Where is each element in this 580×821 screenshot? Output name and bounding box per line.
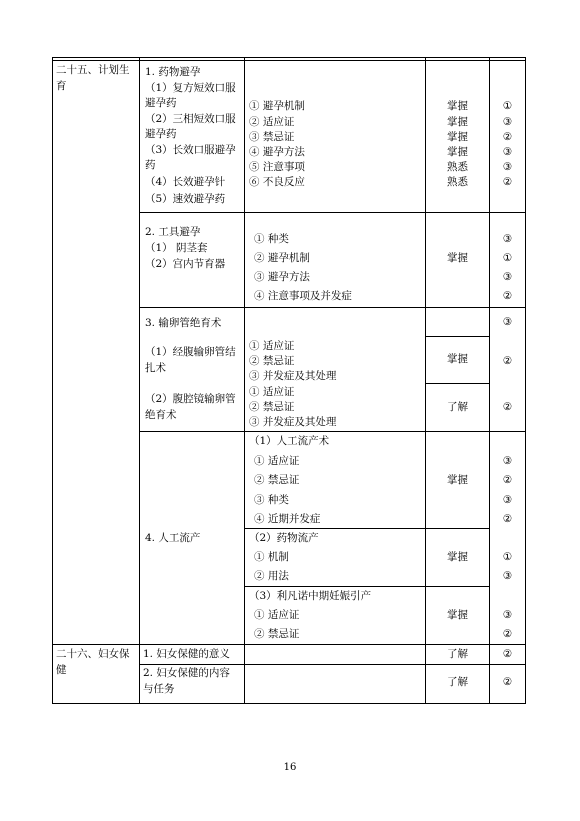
item-line: （1）人工流产术 — [249, 435, 330, 447]
row-divider — [139, 307, 526, 308]
content-line: （1） 阴茎套 — [145, 242, 208, 254]
mark-label: ② — [502, 401, 513, 413]
section-title: 二十六、妇女保 — [56, 648, 130, 660]
level-label: 掌握 — [447, 131, 468, 143]
row-divider — [425, 336, 489, 337]
mark-label: ② — [502, 676, 513, 688]
mark-label: ③ — [502, 494, 513, 506]
mark-label: ③ — [502, 161, 513, 173]
item-line: ④ 注意事项及并发症 — [254, 290, 352, 302]
item-line: ① 适应证 — [249, 386, 295, 398]
mark-label: ② — [502, 628, 513, 640]
mark-label: ① — [502, 100, 513, 112]
mark-label: ② — [502, 513, 513, 525]
table-right-border — [525, 57, 526, 704]
level-label: 掌握 — [447, 551, 468, 563]
item-line: ③ 禁忌证 — [249, 131, 295, 143]
content-line: 1. 药物避孕 — [145, 66, 201, 78]
section-title: 育 — [56, 80, 67, 92]
item-line: ⑤ 注意事项 — [249, 161, 305, 173]
mark-label: ③ — [502, 116, 513, 128]
level-label: 了解 — [447, 648, 468, 660]
row-divider — [139, 212, 526, 213]
row-divider — [425, 383, 489, 384]
item-line: ① 适应证 — [254, 455, 300, 467]
level-label: 熟悉 — [447, 161, 468, 173]
row-divider — [244, 586, 489, 587]
col-divider — [139, 57, 140, 704]
content-line: 4. 人工流产 — [145, 532, 201, 544]
level-label: 掌握 — [447, 116, 468, 128]
mark-label: ③ — [502, 455, 513, 467]
content-line: 与任务 — [143, 683, 175, 695]
mark-label: ③ — [502, 271, 513, 283]
mark-label: ① — [502, 252, 513, 264]
table-top-border — [52, 57, 526, 58]
table-top-border-inner — [52, 60, 526, 61]
content-line: 2. 妇女保健的内容 — [143, 667, 230, 679]
content-line: 避孕药 — [145, 128, 177, 140]
mark-label: ① — [502, 551, 513, 563]
level-label: 掌握 — [447, 100, 468, 112]
item-line: ① 适应证 — [249, 340, 295, 352]
mark-label: ② — [502, 355, 513, 367]
item-line: ② 禁忌证 — [254, 628, 300, 640]
item-line: ③ 避孕方法 — [254, 271, 310, 283]
content-line: 3. 输卵管绝育术 — [145, 317, 222, 329]
content-line: （1）复方短效口服 — [145, 82, 236, 94]
item-line: ② 禁忌证 — [249, 355, 295, 367]
row-divider — [139, 664, 526, 665]
item-line: ⑥ 不良反应 — [249, 176, 305, 188]
content-line: （5）速效避孕药 — [145, 193, 226, 205]
content-line: 绝育术 — [145, 409, 177, 421]
row-divider — [52, 644, 526, 645]
table-bottom-border — [52, 703, 526, 704]
content-line: （2）腹腔镜输卵管 — [145, 393, 236, 405]
content-line: 2. 工具避孕 — [145, 226, 201, 238]
level-label: 熟悉 — [447, 176, 468, 188]
table-left-border — [52, 57, 53, 704]
item-line: ③ 并发症及其处理 — [249, 370, 337, 382]
mark-label: ③ — [502, 233, 513, 245]
item-line: ③ 种类 — [254, 494, 289, 506]
content-line: 避孕药 — [145, 97, 177, 109]
level-label: 掌握 — [447, 146, 468, 158]
item-line: ② 禁忌证 — [249, 401, 295, 413]
section-title: 健 — [56, 664, 67, 676]
item-line: ③ 并发症及其处理 — [249, 416, 337, 428]
item-line: （3）利凡诺中期妊娠引产 — [249, 590, 372, 602]
mark-label: ② — [502, 131, 513, 143]
item-line: ② 用法 — [254, 570, 289, 582]
item-line: ② 避孕机制 — [254, 252, 310, 264]
mark-label: ③ — [502, 316, 513, 328]
level-label: 了解 — [447, 401, 468, 413]
content-line: （4）长效避孕针 — [145, 176, 226, 188]
item-line: ① 适应证 — [254, 609, 300, 621]
item-line: ④ 近期并发症 — [254, 513, 321, 525]
content-line: 扎术 — [145, 362, 166, 374]
mark-label: ② — [502, 474, 513, 486]
mark-label: ② — [502, 648, 513, 660]
item-line: ① 避孕机制 — [249, 100, 305, 112]
row-divider — [139, 431, 526, 432]
item-line: （2）药物流产 — [249, 532, 319, 544]
mark-label: ③ — [502, 570, 513, 582]
mark-label: ③ — [502, 609, 513, 621]
page-number: 16 — [283, 762, 297, 773]
level-label: 掌握 — [447, 252, 468, 264]
content-line: 药 — [145, 159, 156, 171]
row-divider — [244, 528, 489, 529]
item-line: ② 禁忌证 — [254, 474, 300, 486]
mark-label: ③ — [502, 146, 513, 158]
level-label: 掌握 — [447, 474, 468, 486]
mark-label: ② — [502, 290, 513, 302]
section-title: 二十五、计划生 — [56, 64, 130, 76]
content-line: 1. 妇女保健的意义 — [143, 648, 230, 660]
item-line: ① 种类 — [254, 233, 289, 245]
content-line: （2）宫内节育器 — [145, 258, 226, 270]
item-line: ① 机制 — [254, 551, 289, 563]
level-label: 掌握 — [447, 609, 468, 621]
content-line: （3）长效口服避孕 — [145, 144, 236, 156]
level-label: 掌握 — [447, 353, 468, 365]
level-label: 了解 — [447, 676, 468, 688]
content-line: （1）经腹输卵管结 — [145, 346, 236, 358]
content-line: （2）三相短效口服 — [145, 113, 236, 125]
mark-label: ② — [502, 176, 513, 188]
item-line: ④ 避孕方法 — [249, 146, 305, 158]
item-line: ② 适应证 — [249, 116, 295, 128]
col-divider — [244, 57, 245, 704]
